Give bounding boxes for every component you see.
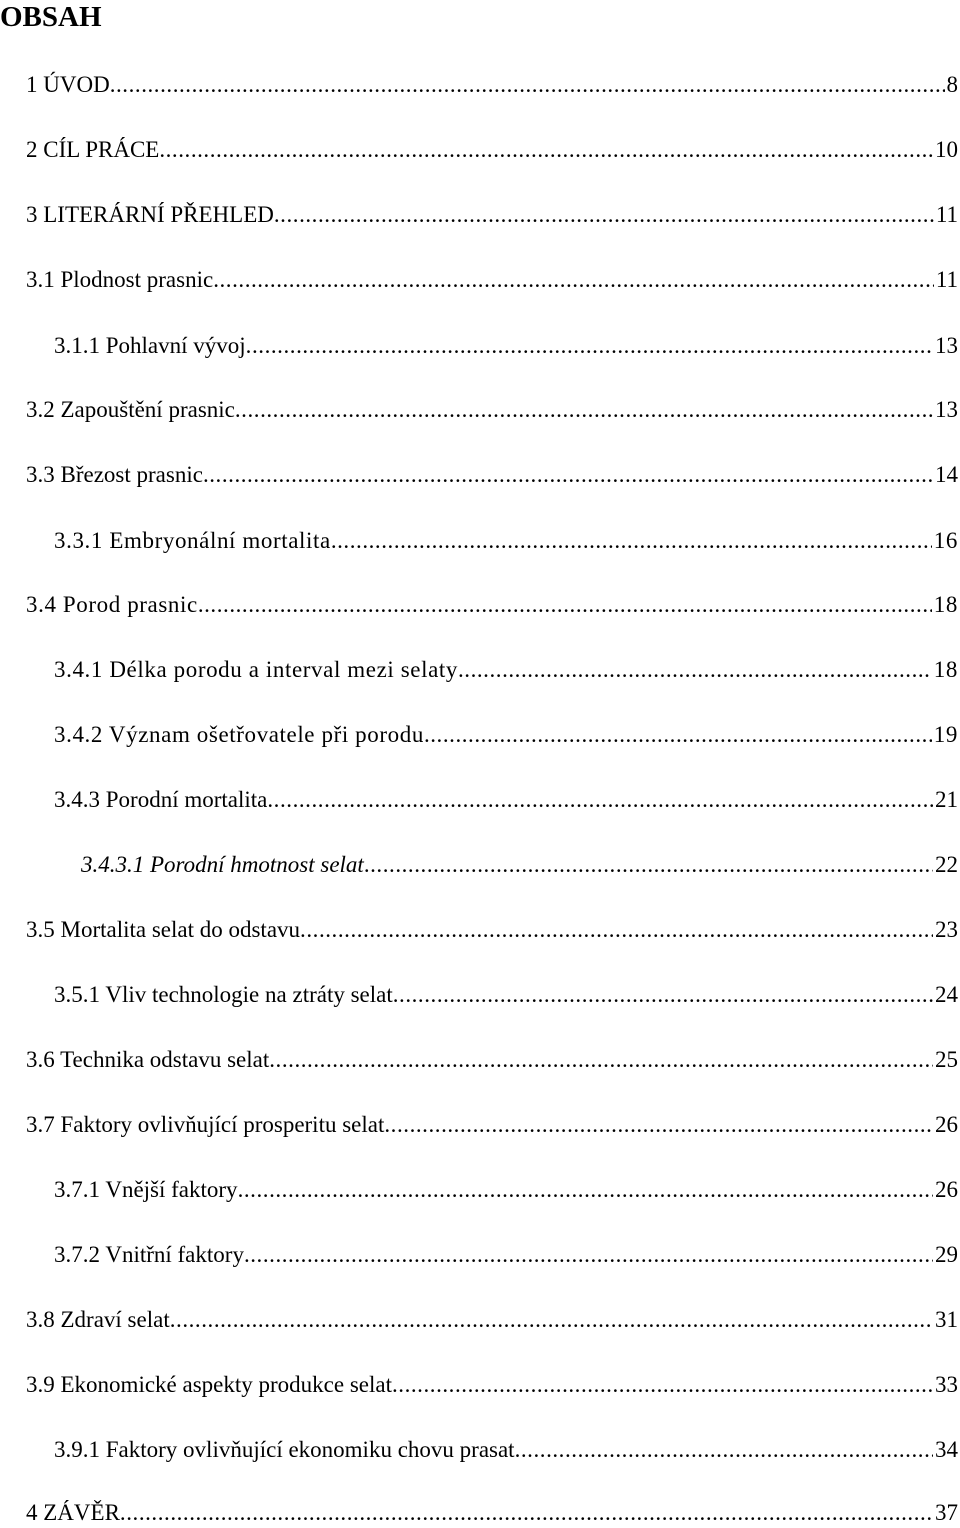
toc-entry-label: 3.7 Faktory ovlivňující prosperitu selat <box>26 1112 385 1137</box>
toc-entry-page: 29 <box>935 1242 958 1267</box>
toc-entry-cil-prace[interactable] <box>26 135 958 165</box>
dot-leader <box>235 395 933 425</box>
toc-entry-uvod[interactable] <box>26 70 958 100</box>
toc-entry-page: 26 <box>935 1177 958 1202</box>
toc-entry-3-4-2[interactable] <box>54 720 958 750</box>
dot-leader <box>238 1175 933 1205</box>
dot-leader <box>269 1045 933 1075</box>
toc-entry-page: 31 <box>935 1307 958 1332</box>
toc-entry-label: 4 ZÁVĚR <box>26 1500 120 1525</box>
dot-leader <box>244 1240 933 1270</box>
toc-entry-literarni-prehled[interactable] <box>26 200 958 230</box>
toc-entry-3-1[interactable] <box>26 265 958 295</box>
toc-entry-page: 26 <box>935 1112 958 1137</box>
dot-leader <box>213 265 934 295</box>
dot-leader <box>203 460 933 490</box>
toc-entry-page: 8 <box>946 72 958 97</box>
toc-entry-page: 33 <box>935 1372 958 1397</box>
toc-entry-page: 11 <box>935 267 958 292</box>
toc-entry-label: 3.1.1 Pohlavní vývoj <box>54 333 246 358</box>
toc-entry-3-9-1[interactable] <box>54 1435 958 1465</box>
dot-leader <box>424 720 932 750</box>
toc-entry-page: 18 <box>933 657 958 682</box>
toc-entry-page: 11 <box>935 202 958 227</box>
toc-entry-3-7-2[interactable] <box>54 1240 958 1270</box>
toc-entry-3-7-1[interactable] <box>54 1175 958 1205</box>
toc-entry-page: 14 <box>935 462 958 487</box>
toc-entry-3-4-3[interactable] <box>54 785 958 815</box>
toc-entry-page: 18 <box>933 592 958 617</box>
dot-leader <box>159 135 933 165</box>
dot-leader <box>274 200 934 230</box>
toc-entry-page: 34 <box>935 1437 958 1462</box>
dot-leader <box>110 70 945 100</box>
toc-entry-zaver[interactable] <box>26 1498 958 1528</box>
dot-leader <box>331 526 932 556</box>
toc-entry-3-5[interactable] <box>26 915 958 945</box>
toc-entry-label: 3.6 Technika odstavu selat <box>26 1047 270 1072</box>
toc-entry-3-6[interactable] <box>26 1045 958 1075</box>
dot-leader <box>458 655 932 685</box>
toc-entry-label: 1 ÚVOD <box>26 72 110 97</box>
toc-entry-label: 3.7.2 Vnitřní faktory <box>54 1242 244 1267</box>
dot-leader <box>515 1435 933 1465</box>
dot-leader <box>392 1370 933 1400</box>
toc-entry-label: 3.9.1 Faktory ovlivňující ekonomiku chovu prasat <box>54 1437 515 1462</box>
toc-entry-3-3-1[interactable] <box>54 526 958 556</box>
dot-leader <box>300 915 933 945</box>
dot-leader <box>170 1305 933 1335</box>
toc-entry-page: 25 <box>935 1047 958 1072</box>
dot-leader <box>267 785 933 815</box>
toc-entry-label: 3.3 Březost prasnic <box>26 462 203 487</box>
dot-leader <box>246 331 933 361</box>
toc-entry-page: 37 <box>935 1500 958 1525</box>
toc-entry-page: 16 <box>933 528 958 553</box>
toc-entry-3-9[interactable] <box>26 1370 958 1400</box>
toc-entry-3-1-1[interactable] <box>54 331 958 361</box>
toc-entry-label: 3.8 Zdraví selat <box>26 1307 170 1332</box>
toc-entry-page: 13 <box>935 333 958 358</box>
toc-entry-3-2[interactable] <box>26 395 958 425</box>
toc-entry-page: 13 <box>935 397 958 422</box>
toc-entry-page: 19 <box>933 722 958 747</box>
toc-entry-page: 23 <box>935 917 958 942</box>
toc-entry-label: 3.4.2 Význam ošetřovatele při porodu <box>54 722 424 747</box>
toc-entry-label: 3.9 Ekonomické aspekty produkce selat <box>26 1372 392 1397</box>
toc-entry-label: 3.5 Mortalita selat do odstavu <box>26 917 301 942</box>
toc-entry-page: 24 <box>935 982 958 1007</box>
toc-entry-label: 3.4.1 Délka porodu a interval mezi selaty <box>54 657 458 682</box>
toc-entry-label: 3 LITERÁRNÍ PŘEHLED <box>26 202 274 227</box>
toc-entry-label: 2 CÍL PRÁCE <box>26 137 160 162</box>
dot-leader <box>364 850 933 880</box>
dot-leader <box>198 590 932 620</box>
toc-entry-3-4-3-1[interactable] <box>81 850 958 880</box>
page-title: OBSAH <box>0 1 102 33</box>
toc-entry-label: 3.5.1 Vliv technologie na ztráty selat <box>54 982 393 1007</box>
toc-entry-label: 3.4 Porod prasnic <box>26 592 198 617</box>
toc-entry-3-8[interactable] <box>26 1305 958 1335</box>
toc-entry-label: 3.1 Plodnost prasnic <box>26 267 214 292</box>
dot-leader <box>384 1110 933 1140</box>
toc-entry-3-5-1[interactable] <box>54 980 958 1010</box>
toc-entry-3-7[interactable] <box>26 1110 958 1140</box>
toc-entry-3-4[interactable] <box>26 590 958 620</box>
toc-entry-label: 3.4.3.1 Porodní hmotnost selat <box>81 852 364 877</box>
toc-entry-label: 3.3.1 Embryonální mortalita <box>54 528 331 553</box>
toc-entry-label: 3.7.1 Vnější faktory <box>54 1177 238 1202</box>
toc-entry-page: 22 <box>935 852 958 877</box>
toc-entry-3-3[interactable] <box>26 460 958 490</box>
dot-leader <box>120 1498 933 1528</box>
toc-entry-page: 21 <box>935 787 958 812</box>
toc-entry-page: 10 <box>935 137 958 162</box>
dot-leader <box>393 980 933 1010</box>
toc-entry-3-4-1[interactable] <box>54 655 958 685</box>
toc-entry-label: 3.2 Zapouštění prasnic <box>26 397 235 422</box>
toc-entry-label: 3.4.3 Porodní mortalita <box>54 787 268 812</box>
